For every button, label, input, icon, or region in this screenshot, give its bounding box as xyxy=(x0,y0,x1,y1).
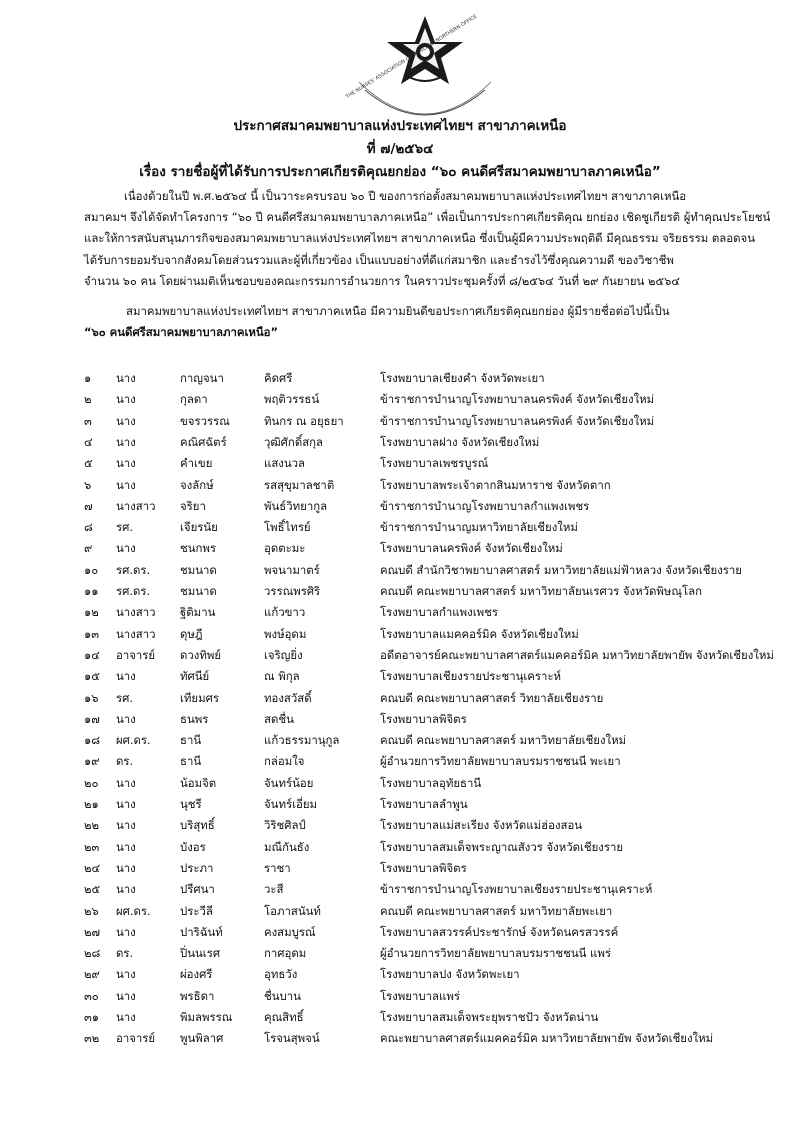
honoree-row xyxy=(0,753,800,774)
honoree-number: ๒๘ xyxy=(84,946,101,961)
honoree-number: ๒๑ xyxy=(84,797,99,811)
honoree-organization: โรงพยาบาลสวรรค์ประชารักษ์ จังหวัดนครสวรรค์ xyxy=(380,924,619,939)
honoree-row xyxy=(0,647,800,668)
honoree-organization: โรงพยาบาลกำแพงเพชร xyxy=(380,605,498,620)
honoree-organization: ข้าราชการบำนาญโรงพยาบาลนครพิงค์ จังหวัดเชียงใหม่ xyxy=(380,392,655,407)
honoree-title: นาง xyxy=(116,775,136,790)
honoree-organization: โรงพยาบาลฝาง จังหวัดเชียงใหม่ xyxy=(380,434,540,449)
honoree-last-name: กล่อมใจ xyxy=(264,754,305,769)
honoree-last-name: วรรณพรศิริ xyxy=(264,584,321,598)
honoree-number: ๔ xyxy=(84,434,93,449)
announcement-title: ประกาศสมาคมพยาบาลแห่งประเทศไทยฯ สาขาภาคเหนือ xyxy=(233,118,567,134)
intro-paragraph xyxy=(84,186,774,292)
honoree-title: รศ. xyxy=(116,690,133,705)
honoree-last-name: มณีกันธัง xyxy=(264,839,310,854)
honoree-number: ๒๙ xyxy=(84,967,100,982)
seal-caption: THE NURSES' ASSOCIATION OF THAILAND NORTHERN OFFICE xyxy=(345,13,479,101)
honoree-first-name: จริยา xyxy=(180,498,206,513)
honoree-first-name: จงลักษ์ xyxy=(180,477,214,492)
honoree-title: นาง xyxy=(116,456,136,471)
honoree-last-name: ณ พิกุล xyxy=(264,669,300,684)
honoree-first-name: ปิ่นนเรศ xyxy=(180,946,221,961)
honoree-first-name: คณิศฉัตร์ xyxy=(180,434,227,449)
honoree-number: ๒๕ xyxy=(84,882,101,897)
intro-line: และให้การสนับสนุนภารกิจของสมาคมพยาบาลแห่งประเทศไทยฯ สาขาภาคเหนือ ซึ่งเป็นผู้มีความประพฤติดี มีคุณธรรม จริยธรรม ตลอดจน xyxy=(84,231,755,246)
honoree-first-name: กาญจนา xyxy=(180,371,224,385)
honoree-row xyxy=(0,775,800,796)
honoree-title: อาจารย์ xyxy=(116,647,156,662)
honoree-row xyxy=(0,945,800,966)
honoree-title: นาง xyxy=(116,818,136,833)
honoree-organization: คณบดี คณะพยาบาลศาสตร์ มหาวิทยาลัยพะเยา xyxy=(380,903,613,918)
honoree-organization: ข้าราชการบำนาญโรงพยาบาลกำแพงเพชร xyxy=(380,498,590,513)
honoree-organization: โรงพยาบาลเชียงคำ จังหวัดพะเยา xyxy=(380,371,545,385)
honoree-row xyxy=(0,1030,800,1051)
honoree-last-name: วุฒิศักดิ์สกุล xyxy=(264,434,324,449)
honoree-row xyxy=(0,711,800,732)
honoree-organization: คณบดี คณะพยาบาลศาสตร์ มหาวิทยาลัยเชียงใหม่ xyxy=(380,733,627,748)
honoree-organization: ข้าราชการบำนาญโรงพยาบาลเชียงรายประชานุเคราะห์ xyxy=(380,882,653,897)
honoree-number: ๗ xyxy=(84,498,93,513)
honoree-last-name: คุณสิทธิ์ xyxy=(264,1010,304,1024)
honoree-last-name: เจริญยิ่ง xyxy=(264,647,303,662)
honoree-organization: โรงพยาบาลพระเจ้าตากสินมหาราช จังหวัดตาก xyxy=(380,477,611,492)
honoree-last-name: ทินกร ณ อยุธยา xyxy=(264,413,344,428)
honoree-title: นาง xyxy=(116,541,136,556)
honoree-last-name: พันธ์วิทยากูล xyxy=(264,498,328,513)
honoree-first-name: ประวีลี xyxy=(180,903,213,918)
honoree-number: ๓๑ xyxy=(84,1010,100,1024)
honoree-last-name: สดชื่น xyxy=(264,711,294,726)
honoree-title: นาง xyxy=(116,669,136,684)
honoree-first-name: ปาริฉันท์ xyxy=(180,924,223,939)
honoree-first-name: ทัศนีย์ xyxy=(180,669,210,684)
honoree-number: ๑๘ xyxy=(84,733,101,748)
honoree-row xyxy=(0,562,800,583)
honoree-last-name: แสงนวล xyxy=(264,456,306,471)
honoree-number: ๖ xyxy=(84,477,92,492)
honoree-organization: โรงพยาบาลแม่สะเรียง จังหวัดแม่ฮ่องสอน xyxy=(380,818,583,833)
honoree-title: รศ. xyxy=(116,520,133,535)
honoree-last-name: คงสมบูรณ์ xyxy=(264,924,316,939)
honoree-organization: โรงพยาบาลเชียงรายประชานุเคราะห์ xyxy=(380,669,562,684)
honoree-first-name: ธานี xyxy=(180,754,202,769)
intro-line: สมาคมฯ จึงได้จัดทำโครงการ “๖๐ ปี คนดีศรีสมาคมพยาบาลภาคเหนือ” เพื่อเป็นการประกาศเกียรติคุณ ยกย่อง เชิดชูเกียรติ ผู้ทำคุณประโยชน์ xyxy=(84,210,771,225)
honoree-number: ๑๑ xyxy=(84,584,99,598)
honoree-last-name: พฤติวรรธน์ xyxy=(264,392,320,407)
honoree-number: ๑๔ xyxy=(84,647,100,662)
honoree-organization: โรงพยาบาลแมคคอร์มิค จังหวัดเชียงใหม่ xyxy=(380,626,579,641)
honoree-title: นาง xyxy=(116,797,136,811)
honoree-title: นาง xyxy=(116,882,136,897)
honoree-title: นางสาว xyxy=(116,498,156,513)
honoree-organization: โรงพยาบาลแพร่ xyxy=(380,988,460,1003)
honoree-organization: อดีตอาจารย์คณะพยาบาลศาสตร์แมคคอร์มิค มหาวิทยาลัยพายัพ จังหวัดเชียงใหม่ xyxy=(380,647,774,662)
honoree-title: อาจารย์ xyxy=(116,1031,156,1046)
honoree-title: รศ.ดร. xyxy=(116,562,151,577)
honoree-row xyxy=(0,668,800,689)
honoree-title: นาง xyxy=(116,924,136,939)
honoree-last-name: แก้วธรรมานุกูล xyxy=(264,733,340,748)
honoree-first-name: กุลดา xyxy=(180,392,208,407)
honoree-title: นาง xyxy=(116,711,136,726)
honoree-organization: โรงพยาบาลพิจิตร xyxy=(380,860,467,875)
honoree-last-name: กาศอุดม xyxy=(264,946,307,961)
intro-line: เนื่องด้วยในปี พ.ศ.๒๕๖๔ นี้ เป็นวาระครบรอบ ๖๐ ปี ของการก่อตั้งสมาคมพยาบาลแห่งประเทศไทยฯ สาขาภาคเหนือ xyxy=(124,189,687,203)
honoree-row xyxy=(0,626,800,647)
honoree-row xyxy=(0,732,800,753)
honoree-first-name: บังอร xyxy=(180,839,206,854)
honoree-first-name: นุชรี xyxy=(180,797,202,811)
honoree-organization: โรงพยาบาลเพชรบูรณ์ xyxy=(380,456,489,471)
honoree-last-name: ทองสวัสดิ์ xyxy=(264,690,312,705)
honoree-first-name: พิมลพรรณ xyxy=(180,1010,233,1024)
proclamation-paragraph xyxy=(84,301,774,343)
honoree-last-name: วะสี xyxy=(264,882,284,897)
honoree-number: ๒ xyxy=(84,392,92,407)
honoree-title: นาง xyxy=(116,988,136,1003)
honoree-number: ๕ xyxy=(84,456,93,471)
honoree-number: ๑๐ xyxy=(84,562,99,577)
honoree-last-name: รสสุขุมาลชาติ xyxy=(264,477,335,492)
honoree-title: ดร. xyxy=(116,754,134,769)
honoree-row xyxy=(0,903,800,924)
honoree-number: ๓ xyxy=(84,413,92,428)
honoree-first-name: ปรีศนา xyxy=(180,882,215,897)
honoree-number: ๑๓ xyxy=(84,626,100,641)
honoree-first-name: ฐิติมาน xyxy=(180,605,216,620)
honoree-title: ผศ.ดร. xyxy=(116,903,151,918)
honoree-row xyxy=(0,583,800,604)
intro-line: จำนวน ๖๐ คน โดยผ่านมติเห็นชอบของคณะกรรมการอำนวยการ ในคราวประชุมครั้งที่ ๘/๒๕๖๔ วันที่ ๒๙ กันยายน ๒๕๖๔ xyxy=(84,273,680,288)
honoree-title: นาง xyxy=(116,434,136,449)
honoree-number: ๑๗ xyxy=(84,711,100,726)
honoree-title: นาง xyxy=(116,860,136,875)
honoree-row xyxy=(0,988,800,1009)
honoree-first-name: ประภา xyxy=(180,860,214,875)
honoree-organization: ข้าราชการบำนาญมหาวิทยาลัยเชียงใหม่ xyxy=(380,520,578,535)
honoree-row xyxy=(0,817,800,838)
honoree-organization: ผู้อำนวยการวิทยาลัยพยาบาลบรมราชชนนี พะเยา xyxy=(380,754,621,769)
proclamation-line: สมาคมพยาบาลแห่งประเทศไทยฯ สาขาภาคเหนือ มีความยินดีขอประกาศเกียรติคุณยกย่อง ผู้มีรายชื่อต่อไปนี้เป็น xyxy=(126,304,670,318)
honoree-row xyxy=(0,391,800,412)
honoree-first-name: คำเขย xyxy=(180,456,213,471)
honoree-organization: ข้าราชการบำนาญโรงพยาบาลนครพิงค์ จังหวัดเชียงใหม่ xyxy=(380,413,655,428)
honoree-title: ผศ.ดร. xyxy=(116,733,151,748)
honoree-first-name: ชมนาด xyxy=(180,562,217,577)
honoree-first-name: พูนพิลาศ xyxy=(180,1031,224,1046)
announcement-number: ที่ ๗/๒๕๖๔ xyxy=(366,141,434,157)
honoree-number: ๙ xyxy=(84,541,93,556)
honoree-row xyxy=(0,434,800,455)
honoree-title: นาง xyxy=(116,1010,136,1024)
honoree-last-name: พจนามาตร์ xyxy=(264,562,320,577)
honoree-number: ๘ xyxy=(84,520,93,535)
honoree-last-name: โพธิ์ไทรย์ xyxy=(264,520,311,535)
honoree-first-name: ธานี xyxy=(180,733,202,748)
honoree-row xyxy=(0,519,800,540)
honoree-row xyxy=(0,477,800,498)
honoree-row xyxy=(0,839,800,860)
honoree-last-name: โรจนสุพจน์ xyxy=(264,1031,320,1046)
honoree-row xyxy=(0,860,800,881)
honoree-first-name: ธนพร xyxy=(180,711,209,726)
announcement-subject: เรื่อง รายชื่อผู้ที่ได้รับการประกาศเกียรติคุณยกย่อง “๖๐ คนดีศรีสมาคมพยาบาลภาคเหนือ” xyxy=(139,164,661,180)
honoree-title: นาง xyxy=(116,839,136,854)
honoree-first-name: ชมนาด xyxy=(180,584,217,598)
honoree-title: ดร. xyxy=(116,946,134,961)
honoree-organization: โรงพยาบาลนครพิงค์ จังหวัดเชียงใหม่ xyxy=(380,541,563,556)
honoree-last-name: จันทร์เอี่ยม xyxy=(264,797,318,811)
honoree-last-name: โอภาสนันท์ xyxy=(264,903,321,918)
honoree-title: นาง xyxy=(116,967,136,982)
honoree-row xyxy=(0,413,800,434)
honoree-number: ๓๐ xyxy=(84,988,99,1003)
honoree-organization: โรงพยาบาลพิจิตร xyxy=(380,711,467,726)
honoree-title: นาง xyxy=(116,392,136,407)
honoree-last-name: พงษ์อุดม xyxy=(264,626,307,641)
honoree-organization: คณะพยาบาลศาสตร์แมคคอร์มิค มหาวิทยาลัยพายัพ จังหวัดเชียงใหม่ xyxy=(380,1031,714,1046)
honoree-first-name: เจียรนัย xyxy=(180,520,218,535)
honoree-organization: โรงพยาบาลอุทัยธานี xyxy=(380,775,482,790)
honoree-title: นางสาว xyxy=(116,605,156,620)
honoree-first-name: ขจรวรรณ xyxy=(180,413,230,428)
intro-line: ได้รับการยอมรับจากสังคมโดยส่วนรวมและผู้ที่เกี่ยวข้อง เป็นแบบอย่างที่ดีแก่สมาชิก และธำรงไว้ซึ่งคุณความดี ของวิชาชีพ xyxy=(84,252,674,267)
honoree-number: ๒๔ xyxy=(84,860,101,875)
honoree-row xyxy=(0,370,800,391)
honoree-row xyxy=(0,455,800,476)
honoree-title: นาง xyxy=(116,477,136,492)
honoree-last-name: ราชา xyxy=(264,860,291,875)
honoree-number: ๑๙ xyxy=(84,754,100,769)
honoree-row xyxy=(0,924,800,945)
honoree-organization: โรงพยาบาลปง จังหวัดพะเยา xyxy=(380,967,520,982)
honoree-number: ๒๐ xyxy=(84,775,99,790)
honoree-title: นาง xyxy=(116,371,136,385)
honoree-first-name: น้อมจิต xyxy=(180,775,217,790)
honoree-organization: โรงพยาบาลลำพูน xyxy=(380,797,468,811)
proclamation-award-name: “๖๐ คนดีศรีสมาคมพยาบาลภาคเหนือ” xyxy=(84,325,278,340)
honoree-organization: โรงพยาบาลสมเด็จพระยุพราชปัว จังหวัดน่าน xyxy=(380,1010,599,1024)
honoree-last-name: วิริชศิลป์ xyxy=(264,818,306,833)
honoree-organization: คณบดี คณะพยาบาลศาสตร์ วิทยาลัยเชียงราย xyxy=(380,690,604,705)
honoree-number: ๒๗ xyxy=(84,924,101,939)
honoree-row xyxy=(0,796,800,817)
honoree-first-name: บริสุทธิ์ xyxy=(180,818,215,833)
honoree-last-name: ชื่นบาน xyxy=(264,988,301,1003)
honoree-title: นางสาว xyxy=(116,626,156,641)
association-seal-logo xyxy=(335,12,515,130)
honoree-last-name: อุดตะมะ xyxy=(264,541,306,556)
honoree-first-name: ชนกพร xyxy=(180,541,217,556)
honoree-organization: ผู้อำนวยการวิทยาลัยพยาบาลบรมราชชนนี แพร่ xyxy=(380,946,611,961)
honoree-last-name: คิดศรี xyxy=(264,371,293,385)
honoree-number: ๒๖ xyxy=(84,903,99,918)
honoree-row xyxy=(0,540,800,561)
honoree-organization: คณบดี สำนักวิชาพยาบาลศาสตร์ มหาวิทยาลัยแม่ฟ้าหลวง จังหวัดเชียงราย xyxy=(380,562,742,577)
honoree-row xyxy=(0,881,800,902)
honoree-row xyxy=(0,604,800,625)
honoree-first-name: ดวงทิพย์ xyxy=(180,647,222,662)
honoree-row xyxy=(0,966,800,987)
honoree-row xyxy=(0,1009,800,1030)
honoree-first-name: เทียมศร xyxy=(180,690,219,705)
honoree-organization: โรงพยาบาลสมเด็จพระญาณสังวร จังหวัดเชียงราย xyxy=(380,839,624,854)
honoree-title: นาง xyxy=(116,413,136,428)
honoree-first-name: ผ่องศรี xyxy=(180,967,213,982)
honoree-number: ๑ xyxy=(84,371,92,385)
honoree-last-name: อุทธวัง xyxy=(264,967,298,982)
honoree-number: ๒๒ xyxy=(84,818,100,833)
honoree-last-name: จันทร์น้อย xyxy=(264,775,314,790)
honoree-number: ๑๒ xyxy=(84,605,99,620)
honoree-organization: คณบดี คณะพยาบาลศาสตร์ มหาวิทยาลัยนเรศวร จังหวัดพิษณุโลก xyxy=(380,584,702,598)
honoree-number: ๒๓ xyxy=(84,839,100,854)
honoree-number: ๑๕ xyxy=(84,669,100,684)
honoree-title: รศ.ดร. xyxy=(116,584,151,598)
honoree-number: ๓๒ xyxy=(84,1031,100,1046)
honoree-first-name: พรธิดา xyxy=(180,988,215,1003)
honoree-first-name: ดุษฎี xyxy=(180,626,203,641)
honoree-last-name: แก้วขาว xyxy=(264,605,306,620)
honoree-row xyxy=(0,690,800,711)
honoree-number: ๑๖ xyxy=(84,690,99,705)
honoree-row xyxy=(0,498,800,519)
